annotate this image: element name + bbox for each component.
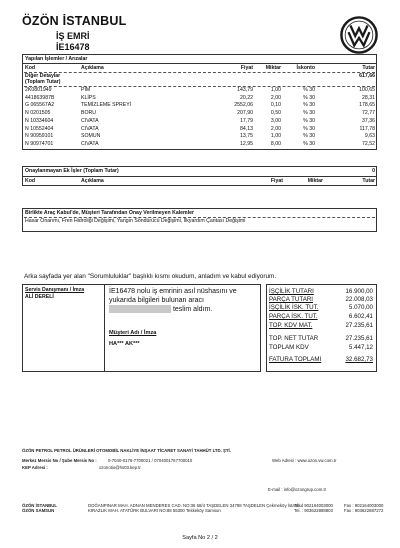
cell-total: 37,36 xyxy=(362,117,375,124)
totals-value: 22.008,03 xyxy=(345,296,373,303)
branch2-name: ÖZÖN SAMSUN xyxy=(22,508,55,513)
customer-label: Müşteri Adı / İmza xyxy=(109,330,157,336)
totals-row xyxy=(269,303,373,312)
unapproved-col-code: Kod xyxy=(25,178,36,184)
totals-value: 5.447,12 xyxy=(348,344,373,351)
branch2-address: KIRAZLIK MAH. ATATÜRK BULVARI NO:88 55300 Tekkeköy Samsun xyxy=(88,508,221,513)
cell-code: 441863987B xyxy=(25,94,55,101)
cell-code: N 90959101 xyxy=(25,133,54,140)
totals-value: 27.235,61 xyxy=(345,322,373,329)
totals-row xyxy=(269,334,373,343)
cell-qty: 2,00 xyxy=(270,94,281,101)
cell-discount: % 30 xyxy=(303,117,315,124)
branch2-phone: Tel. : 903622888803 xyxy=(294,508,333,513)
cell-total: 100,65 xyxy=(359,87,375,93)
approval-statement: Arka sayfada yer alan "Sorumluluklar" başlıklı kısmı okudum, anladım ve kabul ediyorum. xyxy=(24,273,277,280)
footer-web: Web Adresi : www.ozon.vw.com.tr xyxy=(272,458,337,463)
advisor-name: ALİ DERELİ xyxy=(25,294,54,300)
col-code: Kod xyxy=(25,65,36,71)
cell-total: 178,65 xyxy=(359,102,375,109)
summary-label: Diğer Detaylar xyxy=(25,73,61,79)
branch1-address: DOĞANPINAR MAH. ADNAN MENDERES CAD. NO:36 58/4 TAŞDELEN 34788 TAŞDELEN Çekmeköy İstanbul xyxy=(88,503,303,508)
signature-box xyxy=(22,284,261,372)
cell-price: 143,79 xyxy=(237,87,253,93)
cell-desc: KLİPS xyxy=(81,94,96,101)
totals-row xyxy=(269,355,373,364)
totals-row xyxy=(269,343,373,352)
receipt-statement-part1: İE16478 nolu iş emrinin asıl nüshasını ve yukarıda bilgileri bulunan aracı xyxy=(109,288,237,304)
cell-code: G 065567A2 xyxy=(25,102,55,109)
totals-row xyxy=(269,312,373,321)
cell-qty: 1,00 xyxy=(270,87,281,93)
cell-total: 72,52 xyxy=(362,140,375,147)
cell-price: 2552,06 xyxy=(234,102,253,109)
totals-row xyxy=(269,321,373,330)
footer-kep-label: KEP Adresi : xyxy=(22,465,48,470)
branch1-phone: Tel. : 902164003000 xyxy=(294,503,333,508)
cell-discount: % 30 xyxy=(303,133,315,140)
receipt-statement-part2: teslim aldım. xyxy=(172,306,213,314)
totals-value: 32.682,73 xyxy=(345,356,373,363)
branch1-name: ÖZÖN İSTANBUL xyxy=(22,503,58,508)
cell-qty: 8,00 xyxy=(270,140,281,147)
cell-discount: % 30 xyxy=(303,94,315,101)
footer-mersis-label: Merkez Mersis No / Şube Mersis No : xyxy=(22,458,97,463)
cell-qty: 0,10 xyxy=(270,102,281,109)
col-discount: İskonto xyxy=(296,65,315,71)
cell-price: 207,90 xyxy=(237,110,253,117)
totals-label: FATURA TOPLAMI xyxy=(269,356,322,363)
cell-desc: BORU xyxy=(81,110,96,117)
unapproved-col-desc: Açıklama xyxy=(81,178,104,184)
requests-section xyxy=(22,208,377,232)
col-qty: Miktar xyxy=(265,65,281,71)
totals-label: TOP. KDV MAT. xyxy=(269,322,313,329)
advisor-column xyxy=(23,285,105,371)
totals-value: 5.070,00 xyxy=(348,304,373,311)
cell-qty: 3,00 xyxy=(270,117,281,124)
page-number: Sayfa No 2 / 2 xyxy=(182,535,218,541)
totals-value: 16.900,00 xyxy=(345,288,373,295)
unapproved-title: Onaylanmayan Ek İşler (Toplam Tutar) xyxy=(25,168,119,174)
cell-total: 9,63 xyxy=(364,133,375,140)
summary-label-2: (Toplam Tutar) xyxy=(25,79,61,85)
cell-total: 28,31 xyxy=(362,94,375,101)
cell-price: 20,22 xyxy=(240,94,253,101)
customer-name: HA*** AK*** xyxy=(109,341,140,347)
unapproved-col-total: Tutar xyxy=(362,178,375,184)
col-desc: Açıklama xyxy=(81,65,104,71)
cell-price: 12,95 xyxy=(240,140,253,147)
branch1-fax: Fax : 902164003000 xyxy=(344,503,384,508)
totals-label: PARÇA TUTARI xyxy=(269,296,314,303)
vw-logo-icon xyxy=(340,16,378,54)
order-number: İE16478 xyxy=(56,42,90,52)
summary-total: 617,66 xyxy=(359,73,375,79)
footer-mersis xyxy=(22,458,192,463)
company-name: ÖZÖN İSTANBUL xyxy=(22,14,127,28)
cell-price: 84,13 xyxy=(240,125,253,132)
operations-title: Yapılan İşlemler / Arızalar xyxy=(25,56,88,62)
receipt-statement xyxy=(109,288,259,315)
footer-email: E-mail : info@ozongrup.com.tr xyxy=(268,487,327,492)
totals-label: TOP. NET TUTAR xyxy=(269,335,319,342)
cell-discount: % 30 xyxy=(303,87,315,93)
cell-total: 117,78 xyxy=(359,125,375,132)
cell-desc: CIVATA xyxy=(81,117,99,124)
requests-text: Hasar Onarımı, Fren Hidroliği Değişimi, Yangın Söndürücü Değişimi, İlkyardım Çantası Değişimi xyxy=(25,218,246,224)
cell-discount: % 30 xyxy=(303,102,315,109)
requests-title: Birlikte Araç Kabul'de, Müşteri Tarafından Onay Verilmeyen Kalemler xyxy=(25,210,195,216)
cell-qty: 1,00 xyxy=(270,133,281,140)
advisor-label: Servis Danışmanı / İmza xyxy=(25,287,85,293)
unapproved-col-price: Fiyat xyxy=(270,178,283,184)
cell-price: 17,79 xyxy=(240,117,253,124)
document-type: İŞ EMRİ xyxy=(56,31,90,41)
cell-desc: TEMİZLEME SPREYİ xyxy=(81,102,132,109)
footer-mersis-value: 0-7040-0176-7700021 / 0704001767700010 xyxy=(107,458,193,463)
totals-label: İŞÇİLİK TUTARI xyxy=(269,288,314,295)
footer-company: ÖZÖN PETROL PETROL ÜRÜNLERİ OTOMOBİL NAKLİYE İNŞAAT TİCARET SANAYİ TAHHÜT LTD. ŞTİ. xyxy=(22,448,231,453)
col-total: Tutar xyxy=(362,65,375,71)
totals-label: İŞÇİLİK İSK. TUT. xyxy=(269,304,319,311)
cell-code: 2K0801949 xyxy=(25,87,52,93)
totals-label: TOPLAM KDV xyxy=(269,344,309,351)
cell-desc: PİM xyxy=(81,87,91,93)
cell-desc: SOMUN xyxy=(81,133,101,140)
cell-code: N 0201505 xyxy=(25,110,51,117)
totals-label: PARÇA İSK. TUT. xyxy=(269,313,318,320)
cell-discount: % 30 xyxy=(303,110,315,117)
cell-price: 13,75 xyxy=(240,133,253,140)
cell-code: N 10552404 xyxy=(25,125,54,132)
unapproved-col-qty: Miktar xyxy=(307,178,323,184)
cell-discount: % 30 xyxy=(303,125,315,132)
cell-total: 72,77 xyxy=(362,110,375,117)
footer-kep-value: ozonotio@hs03.kep.tr xyxy=(99,465,141,470)
cell-desc: CIVATA xyxy=(81,140,99,147)
operations-section xyxy=(22,54,377,150)
redacted-plate xyxy=(109,305,171,313)
cell-code: N 90974701 xyxy=(25,140,54,147)
cell-discount: % 30 xyxy=(303,140,315,147)
col-price: Fiyat xyxy=(240,65,253,71)
unapproved-section xyxy=(22,166,377,186)
branch2-fax: Fax : 903622887272 xyxy=(344,508,384,513)
cell-desc: CIVATA xyxy=(81,125,99,132)
cell-qty: 2,00 xyxy=(270,125,281,132)
totals-value: 6.602,41 xyxy=(348,313,373,320)
footer-kep xyxy=(22,465,141,470)
unapproved-total: 0 xyxy=(372,168,375,174)
totals-box xyxy=(266,284,377,372)
cell-code: N 10334604 xyxy=(25,117,54,124)
cell-qty: 0,50 xyxy=(270,110,281,117)
totals-value: 27.235,61 xyxy=(345,335,373,342)
